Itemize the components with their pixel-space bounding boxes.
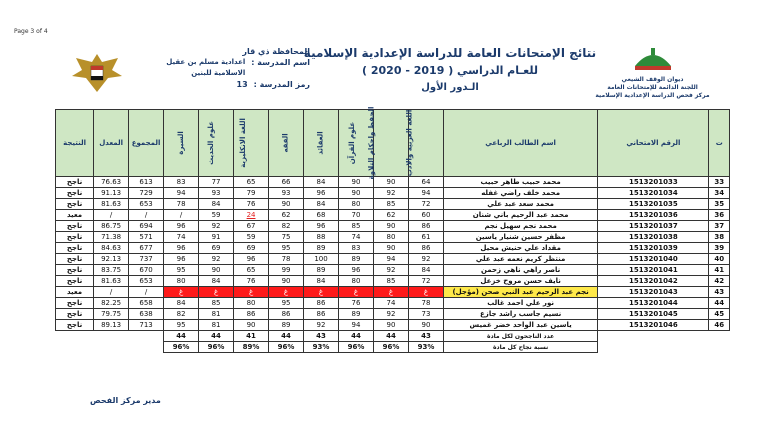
table-row [56, 320, 730, 331]
grade-cell: 86 [408, 221, 443, 232]
page-number: Page 3 of 4 [14, 28, 48, 35]
footer-count-cell: 43 [408, 331, 443, 342]
grade-cell: غ [373, 287, 408, 298]
grade-cell: 96 [304, 188, 339, 199]
student-name-cell: منتظر كريم نعمه عبد علي [443, 254, 597, 265]
grade-cell: 85 [339, 221, 374, 232]
grade-cell: غ [164, 287, 199, 298]
result-cell: ناجح [56, 243, 94, 254]
school-code: 13 [236, 80, 248, 89]
footer-pct-cell: 93% [304, 342, 339, 353]
grade-cell: 95 [269, 243, 304, 254]
school-name: اعدادية مسلم بن عقيل الاسلامية للبنين [166, 58, 246, 77]
grade-cell: 69 [199, 243, 234, 254]
grade-cell: 90 [199, 265, 234, 276]
grade-cell: 62 [269, 210, 304, 221]
total-cell: 737 [129, 254, 164, 265]
grade-cell: 96 [164, 243, 199, 254]
grade-cell: 85 [373, 276, 408, 287]
grade-cell: 73 [408, 309, 443, 320]
average-cell: 71.38 [94, 232, 129, 243]
grade-cell: 80 [339, 199, 374, 210]
grade-cell: 94 [339, 320, 374, 331]
grade-cell: 89 [269, 320, 304, 331]
row-index-cell: 43 [709, 287, 730, 298]
row-index-cell: 45 [709, 309, 730, 320]
grade-cell: 69 [234, 243, 269, 254]
exam-number-cell: 1513201036 [598, 210, 709, 221]
waqf-logo-icon [631, 46, 675, 72]
row-index-cell: 38 [709, 232, 730, 243]
grade-cell: 59 [199, 210, 234, 221]
grade-cell: 90 [269, 199, 304, 210]
result-cell: ناجح [56, 320, 94, 331]
footer-pct-cell: 96% [269, 342, 304, 353]
school-code-label: رمز المدرسة : [253, 80, 310, 89]
total-cell: 653 [129, 199, 164, 210]
total-cell: 658 [129, 298, 164, 309]
col-header-student-name: اسم الطالب الرباعي [443, 110, 597, 177]
results-table [55, 106, 730, 353]
exam-number-cell: 1513201038 [598, 232, 709, 243]
exam-number-cell: 1513201034 [598, 188, 709, 199]
footer-pct-cell: 96% [199, 342, 234, 353]
table-row [56, 243, 730, 254]
exam-number-cell: 1513201044 [598, 298, 709, 309]
average-cell: / [94, 287, 129, 298]
average-cell: 89.13 [94, 320, 129, 331]
total-cell: 694 [129, 221, 164, 232]
grade-cell: 74 [339, 232, 374, 243]
exam-round: الـدور الأول [421, 82, 479, 93]
grade-cell: 67 [234, 221, 269, 232]
row-index-cell: 40 [709, 254, 730, 265]
student-name-cell: مظفر حسين شنيار ياسين [443, 232, 597, 243]
result-cell: ناجح [56, 276, 94, 287]
col-header-hadith: علوم الحديث [199, 110, 234, 177]
result-cell: ناجح [56, 188, 94, 199]
student-name-cell: محمد عبد الرحيم باني شنان [443, 210, 597, 221]
footer-count-cell: 43 [304, 331, 339, 342]
grade-cell: 74 [373, 298, 408, 309]
grade-cell: 78 [269, 254, 304, 265]
footer-pass-pct-row [56, 342, 730, 353]
grade-cell: 90 [373, 221, 408, 232]
document-title: نتائج الإمتحانات العامة للدراسة الإعدادية الإسلامية [303, 46, 597, 60]
org-line-1: ديوان الوقف الشيعي [621, 76, 684, 83]
footer-pass-pct-label: نسبة نجاح كل مادة [443, 342, 597, 353]
col-header-average: المعدل [94, 110, 129, 177]
exam-number-cell: 1513201043 [598, 287, 709, 298]
grade-cell: 70 [339, 210, 374, 221]
footer-pct-cell: 96% [373, 342, 408, 353]
col-header-result: النتيجة [56, 110, 94, 177]
grade-cell: 92 [373, 265, 408, 276]
grade-cell: 89 [304, 265, 339, 276]
grade-cell: 88 [304, 232, 339, 243]
student-name-cell: مقداد علي حنيش محيل [443, 243, 597, 254]
grade-cell: 60 [408, 210, 443, 221]
footer-pct-cell: 96% [164, 342, 199, 353]
grade-cell: غ [408, 287, 443, 298]
footer-count-cell: 44 [164, 331, 199, 342]
table-row [56, 276, 730, 287]
result-cell: ناجح [56, 199, 94, 210]
grade-cell: 84 [304, 276, 339, 287]
grade-cell: 81 [199, 309, 234, 320]
average-cell: 92.13 [94, 254, 129, 265]
grade-cell: غ [199, 287, 234, 298]
grade-cell: 79 [234, 188, 269, 199]
student-name-cell: نايف حسن مروح خزعل [443, 276, 597, 287]
grade-cell: 93 [199, 188, 234, 199]
grade-cell: 89 [304, 243, 339, 254]
average-cell: 91.13 [94, 188, 129, 199]
footer-pct-cell: 96% [339, 342, 374, 353]
grade-cell: 82 [164, 309, 199, 320]
table-row [56, 221, 730, 232]
table-row [56, 177, 730, 188]
grade-cell: غ [234, 287, 269, 298]
org-line-2: اللجنة الدائمة للإمتحانات العامة [607, 84, 698, 91]
grade-cell: 91 [199, 232, 234, 243]
total-cell: 571 [129, 232, 164, 243]
result-cell: ناجح [56, 232, 94, 243]
grade-cell: 85 [199, 298, 234, 309]
exam-number-cell: 1513201039 [598, 243, 709, 254]
table-header-row [56, 110, 730, 177]
grade-cell: 90 [269, 276, 304, 287]
signature-label: مدير مركز الفحص [90, 396, 161, 405]
col-header-quran-sciences: علوم القرآن [339, 110, 374, 177]
grade-cell: 95 [269, 298, 304, 309]
iraq-emblem-icon [68, 50, 126, 96]
result-cell: ناجح [56, 177, 94, 188]
grade-cell: 90 [339, 188, 374, 199]
grade-cell: / [164, 210, 199, 221]
school-info [150, 46, 310, 90]
grade-cell: 61 [408, 232, 443, 243]
grade-cell: 85 [373, 199, 408, 210]
grade-cell: 94 [408, 188, 443, 199]
student-name-cell: نور علي احمد غالب [443, 298, 597, 309]
col-header-aqaid: العقائد [304, 110, 339, 177]
grade-cell: 94 [373, 254, 408, 265]
grade-cell: 92 [199, 221, 234, 232]
grade-cell: 59 [234, 232, 269, 243]
col-header-tajweed: الحفظ واحكام التلاوة [373, 110, 408, 177]
grade-cell: غ [304, 287, 339, 298]
row-index-cell: 42 [709, 276, 730, 287]
result-cell: معيد [56, 287, 94, 298]
col-header-exam-number: الرقم الامتحاني [598, 110, 709, 177]
grade-cell: 86 [304, 309, 339, 320]
footer-pass-count-label: عدد الناجحون لكل مادة [443, 331, 597, 342]
total-cell: 677 [129, 243, 164, 254]
student-name-cell: محمد نجم سهيل نجم [443, 221, 597, 232]
grade-cell: 76 [234, 199, 269, 210]
grade-cell: 84 [199, 276, 234, 287]
grade-cell: 24 [234, 210, 269, 221]
grade-cell: 92 [373, 309, 408, 320]
table-row [56, 254, 730, 265]
grade-cell: 96 [339, 265, 374, 276]
exam-number-cell: 1513201037 [598, 221, 709, 232]
grade-cell: 65 [234, 177, 269, 188]
result-cell: ناجح [56, 221, 94, 232]
result-cell: ناجح [56, 298, 94, 309]
student-name-cell: محمد سعد عبد علي [443, 199, 597, 210]
row-index-cell: 34 [709, 188, 730, 199]
table-row [56, 287, 730, 298]
footer-count-cell: 44 [199, 331, 234, 342]
grade-cell: 76 [234, 276, 269, 287]
total-cell: 613 [129, 177, 164, 188]
grade-cell: 95 [164, 265, 199, 276]
exam-number-cell: 1513201042 [598, 276, 709, 287]
grade-cell: 96 [164, 254, 199, 265]
grade-cell: 92 [408, 254, 443, 265]
grade-cell: 90 [339, 177, 374, 188]
table-row [56, 232, 730, 243]
grade-cell: 76 [339, 298, 374, 309]
average-cell: 76.63 [94, 177, 129, 188]
footer-count-cell: 44 [339, 331, 374, 342]
col-header-fiqh: الفقه [269, 110, 304, 177]
row-index-cell: 36 [709, 210, 730, 221]
col-header-english: اللغة الانكليزية [234, 110, 269, 177]
exam-number-cell: 1513201033 [598, 177, 709, 188]
total-cell: 729 [129, 188, 164, 199]
grade-cell: 77 [199, 177, 234, 188]
row-index-cell: 35 [709, 199, 730, 210]
grade-cell: 72 [408, 276, 443, 287]
student-name-cell: محمد حبيب طاهر حبيب [443, 177, 597, 188]
grade-cell: 89 [339, 309, 374, 320]
grade-cell: 84 [304, 177, 339, 188]
row-index-cell: 37 [709, 221, 730, 232]
grade-cell: 84 [304, 199, 339, 210]
footer-count-cell: 44 [269, 331, 304, 342]
grade-cell: 78 [164, 199, 199, 210]
exam-number-cell: 1513201041 [598, 265, 709, 276]
grade-cell: 99 [269, 265, 304, 276]
grade-cell: 92 [199, 254, 234, 265]
grade-cell: 96 [304, 221, 339, 232]
grade-cell: 96 [234, 254, 269, 265]
grade-cell: 68 [304, 210, 339, 221]
total-cell: / [129, 210, 164, 221]
col-header-index: ت [709, 110, 730, 177]
result-cell: ناجح [56, 254, 94, 265]
grade-cell: 75 [269, 232, 304, 243]
student-name-cell: محمد خلف راضي غفله [443, 188, 597, 199]
grade-cell: 80 [234, 298, 269, 309]
table-row [56, 309, 730, 320]
student-name-cell: ناصر راهي ناهي زحمن [443, 265, 597, 276]
table-row [56, 265, 730, 276]
average-cell: 83.75 [94, 265, 129, 276]
footer-count-cell: 44 [373, 331, 408, 342]
exam-number-cell: 1513201045 [598, 309, 709, 320]
grade-cell: 65 [234, 265, 269, 276]
result-cell: معيد [56, 210, 94, 221]
average-cell: 84.63 [94, 243, 129, 254]
footer-pass-count-row [56, 331, 730, 342]
average-cell: / [94, 210, 129, 221]
grade-cell: 86 [304, 298, 339, 309]
grade-cell: 100 [304, 254, 339, 265]
organization-block [580, 46, 725, 100]
grade-cell: 90 [408, 320, 443, 331]
result-cell: ناجح [56, 265, 94, 276]
table-row [56, 210, 730, 221]
average-cell: 81.63 [94, 199, 129, 210]
table-row [56, 188, 730, 199]
grade-cell: 92 [373, 188, 408, 199]
grade-cell: 92 [304, 320, 339, 331]
grade-cell: 80 [339, 276, 374, 287]
table-row [56, 298, 730, 309]
org-line-3: مركز فحص الدراسة الإعدادية الإسلامية [595, 92, 710, 99]
grade-cell: 83 [164, 177, 199, 188]
average-cell: 82.25 [94, 298, 129, 309]
col-header-arabic: اللغة العربية والادب [408, 110, 443, 177]
col-header-total: المجموع [129, 110, 164, 177]
exam-number-cell: 1513201040 [598, 254, 709, 265]
row-index-cell: 44 [709, 298, 730, 309]
grade-cell: 86 [408, 243, 443, 254]
footer-pct-cell: 93% [408, 342, 443, 353]
grade-cell: 80 [373, 232, 408, 243]
total-cell: 670 [129, 265, 164, 276]
grade-cell: 86 [234, 309, 269, 320]
average-cell: 86.75 [94, 221, 129, 232]
student-name-cell: ياسين عبد الواحد خضر غميس [443, 320, 597, 331]
exam-number-cell: 1513201035 [598, 199, 709, 210]
grade-cell: 94 [164, 188, 199, 199]
result-cell: ناجح [56, 309, 94, 320]
average-cell: 79.75 [94, 309, 129, 320]
academic-year: للعـام الدراسي ( 2019 - 2020 ) [362, 64, 538, 77]
grade-cell: 66 [269, 177, 304, 188]
grade-cell: 93 [269, 188, 304, 199]
grade-cell: 80 [164, 276, 199, 287]
grade-cell: 84 [199, 199, 234, 210]
grade-cell: 86 [269, 309, 304, 320]
average-cell: 81.63 [94, 276, 129, 287]
footer-count-cell: 41 [234, 331, 269, 342]
grade-cell: 74 [164, 232, 199, 243]
row-index-cell: 33 [709, 177, 730, 188]
row-index-cell: 46 [709, 320, 730, 331]
grade-cell: 96 [164, 221, 199, 232]
col-header-seerah: السيرة [164, 110, 199, 177]
grade-cell: 95 [164, 320, 199, 331]
grade-cell: 82 [269, 221, 304, 232]
grade-cell: 90 [373, 320, 408, 331]
grade-cell: 64 [408, 177, 443, 188]
grade-cell: 62 [373, 210, 408, 221]
grade-cell: 90 [373, 243, 408, 254]
grade-cell: 83 [339, 243, 374, 254]
total-cell: 653 [129, 276, 164, 287]
grade-cell: 72 [408, 199, 443, 210]
grade-cell: 90 [234, 320, 269, 331]
grade-cell: 90 [373, 177, 408, 188]
grade-cell: 81 [199, 320, 234, 331]
total-cell: 713 [129, 320, 164, 331]
grade-cell: غ [339, 287, 374, 298]
grade-cell: 84 [408, 265, 443, 276]
total-cell: 638 [129, 309, 164, 320]
row-index-cell: 39 [709, 243, 730, 254]
grade-cell: 78 [408, 298, 443, 309]
grade-cell: غ [269, 287, 304, 298]
table-row [56, 199, 730, 210]
exam-number-cell: 1513201046 [598, 320, 709, 331]
row-index-cell: 41 [709, 265, 730, 276]
grade-cell: 84 [164, 298, 199, 309]
student-name-cell: نجم عبد الرحيم عبد النبي صحن (مؤجل) [443, 287, 597, 298]
grade-cell: 89 [339, 254, 374, 265]
student-name-cell: نسيم جاسب راشد جازع [443, 309, 597, 320]
governorate-label: المحافظة ذي قار [242, 47, 310, 56]
total-cell: / [129, 287, 164, 298]
school-label: اسم المدرسة : [251, 58, 310, 67]
footer-pct-cell: 89% [234, 342, 269, 353]
